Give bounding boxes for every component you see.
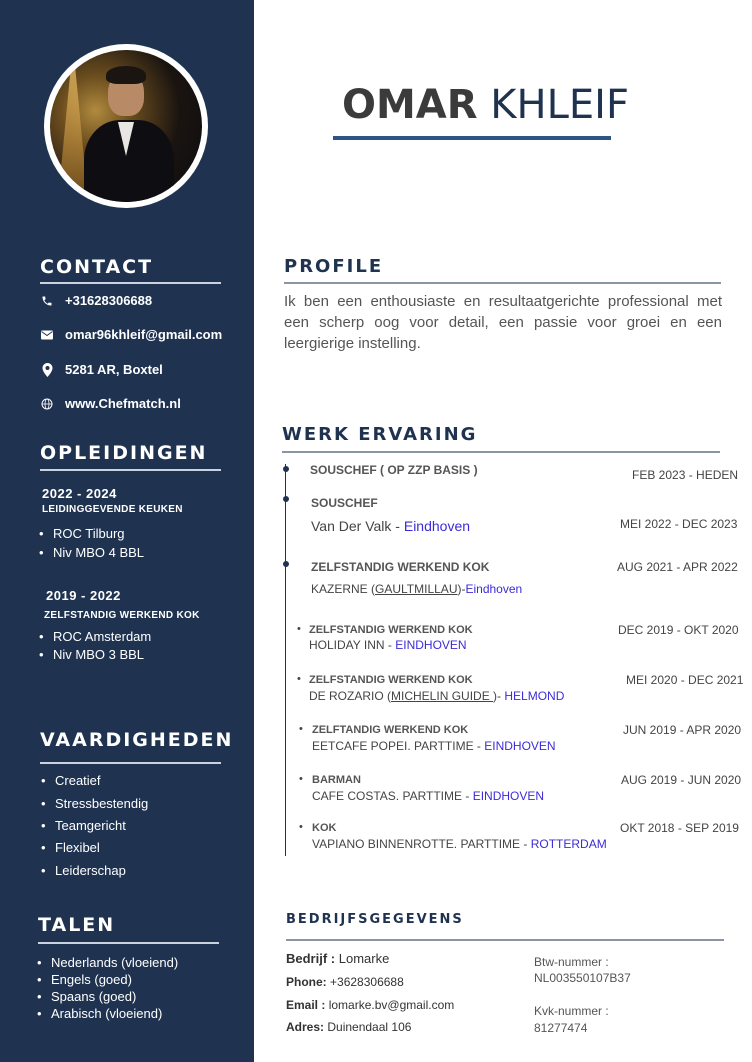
job-title: ZELFSTANDIG WERKEND KOK	[311, 560, 490, 574]
skills-rule	[40, 762, 221, 764]
job-place: DE ROZARIO (MICHELIN GUIDE )- HELMOND	[309, 689, 565, 703]
contact-location	[40, 362, 163, 377]
languages-rule	[38, 942, 219, 944]
skill-item: • Leiderschap	[55, 863, 126, 878]
job-date: OKT 2018 - SEP 2019	[620, 821, 739, 835]
education-title-1: LEIDINGGEVENDE KEUKEN	[42, 504, 183, 515]
job-place: EETCAFE POPEI. PARTTIME - EINDHOVEN	[312, 739, 556, 753]
education-item: • ROC Tilburg	[53, 526, 125, 541]
job-city: EINDHOVEN	[472, 789, 545, 803]
candidate-name	[342, 82, 629, 128]
education-item: • Niv MBO 3 BBL	[53, 647, 144, 662]
contact-phone[interactable]	[40, 293, 152, 308]
languages-heading: TALEN	[38, 914, 116, 936]
contact-website[interactable]	[40, 396, 181, 411]
job-date: AUG 2021 - APR 2022	[617, 560, 738, 574]
skill-item: • Flexibel	[55, 840, 100, 855]
job-award: MICHELIN GUIDE	[391, 689, 494, 703]
contact-website-text: www.Chefmatch.nl	[65, 396, 181, 411]
profile-rule	[284, 282, 721, 284]
profile-photo-frame	[44, 44, 208, 208]
job-bullet: •	[297, 673, 301, 685]
education-item: • ROC Amsterdam	[53, 629, 151, 644]
job-city: HELMOND	[504, 689, 565, 703]
contact-email-text: omar96khleif@gmail.com	[65, 327, 223, 342]
sidebar	[0, 0, 254, 1062]
mail-icon	[40, 330, 54, 340]
job-title: ZELFTANDIG WERKEND KOK	[312, 724, 469, 736]
location-pin-icon	[40, 363, 54, 377]
job-place: KAZERNE (GAULTMILLAU)-Eindhoven	[311, 582, 523, 596]
job-bullet: •	[299, 723, 303, 735]
job-place: HOLIDAY INN - EINDHOVEN	[309, 638, 467, 652]
job-place: CAFE COSTAS. PARTTIME - EINDHOVEN	[312, 789, 545, 803]
profile-text: Ik ben een enthousiaste en resultaatgerichte professional met een scherp oog voor detail, een passie voor groei en een leergierige instelling.	[284, 293, 722, 352]
language-item: • Arabisch (vloeiend)	[51, 1006, 162, 1021]
job-date: AUG 2019 - JUN 2020	[621, 773, 742, 787]
experience-rule	[282, 451, 720, 453]
job-bullet: •	[299, 773, 303, 785]
job-place: Van Der Valk - Eindhoven	[311, 518, 471, 534]
skill-item: • Stressbestendig	[55, 796, 148, 811]
job-title: KOK	[312, 822, 337, 834]
job-city: EINDHOVEN	[395, 638, 467, 652]
first-name: OMAR	[342, 82, 478, 128]
job-title: ZELFSTANDIG WERKEND KOK	[309, 674, 473, 686]
job-date: DEC 2019 - OKT 2020	[618, 623, 739, 637]
education-title-2: ZELFSTANDIG WERKEND KOK	[44, 610, 200, 621]
profile-heading: PROFILE	[284, 256, 384, 277]
timeline-dot	[283, 496, 289, 502]
contact-location-text: 5281 AR, Boxtel	[65, 362, 163, 377]
job-title: BARMAN	[312, 774, 361, 786]
job-title: SOUSCHEF ( OP ZZP BASIS )	[310, 463, 478, 477]
contact-phone-text: +31628306688	[65, 293, 153, 308]
language-item: • Spaans (goed)	[51, 989, 136, 1004]
job-date: MEI 2022 - DEC 2023	[620, 517, 738, 531]
language-item: • Engels (goed)	[51, 972, 132, 987]
job-date: MEI 2020 - DEC 2021	[626, 673, 744, 687]
experience-heading: WERK ERVARING	[282, 424, 478, 445]
company-address: Adres: Duinendaal 106	[286, 1020, 412, 1034]
contact-heading: CONTACT	[40, 256, 154, 278]
kvk-number: 81277474	[534, 1021, 588, 1035]
job-city: EINDHOVEN	[484, 739, 556, 753]
kvk-label: Kvk-nummer :	[534, 1004, 609, 1018]
education-rule	[40, 469, 221, 471]
contact-email[interactable]	[40, 327, 222, 342]
company-name: Bedrijf : Lomarke	[286, 951, 390, 966]
timeline-dot	[283, 561, 289, 567]
company-phone: Phone: +3628306688	[286, 975, 404, 989]
job-date: JUN 2019 - APR 2020	[623, 723, 742, 737]
skill-item: • Creatief	[55, 773, 101, 788]
education-years-1: 2022 - 2024	[42, 486, 117, 501]
contact-rule	[40, 282, 221, 284]
education-item: • Niv MBO 4 BBL	[53, 545, 144, 560]
job-city: Eindhoven	[465, 582, 523, 596]
job-title: SOUSCHEF	[311, 496, 378, 510]
profile-photo	[50, 50, 202, 202]
job-city: ROTTERDAM	[530, 837, 607, 851]
phone-icon	[40, 295, 54, 307]
language-item: • Nederlands (vloeiend)	[51, 955, 178, 970]
job-place: VAPIANO BINNENROTTE. PARTTIME - ROTTERDAM	[312, 837, 607, 851]
skill-item: • Teamgericht	[55, 818, 126, 833]
education-heading: OPLEIDINGEN	[40, 442, 208, 464]
timeline-dot	[283, 466, 289, 472]
job-city: Eindhoven	[403, 518, 471, 534]
btw-number: NL003550107B37	[534, 971, 631, 985]
last-name: KHLEIF	[490, 82, 629, 128]
globe-icon	[40, 398, 54, 410]
job-award: GAULTMILLAU	[375, 582, 458, 596]
experience-timeline	[285, 464, 286, 856]
company-rule	[286, 939, 724, 941]
company-email[interactable]: Email : lomarke.bv@gmail.com	[286, 998, 455, 1012]
education-years-2: 2019 - 2022	[46, 588, 121, 603]
company-heading: BEDRIJFSGEGEVENS	[286, 912, 464, 927]
skills-heading: VAARDIGHEDEN	[40, 729, 234, 751]
job-bullet: •	[297, 623, 301, 635]
job-date: FEB 2023 - HEDEN	[632, 468, 739, 482]
job-title: ZELFSTANDIG WERKEND KOK	[309, 624, 473, 636]
btw-label: Btw-nummer :	[534, 955, 609, 969]
name-underline	[333, 136, 611, 140]
job-bullet: •	[299, 821, 303, 833]
